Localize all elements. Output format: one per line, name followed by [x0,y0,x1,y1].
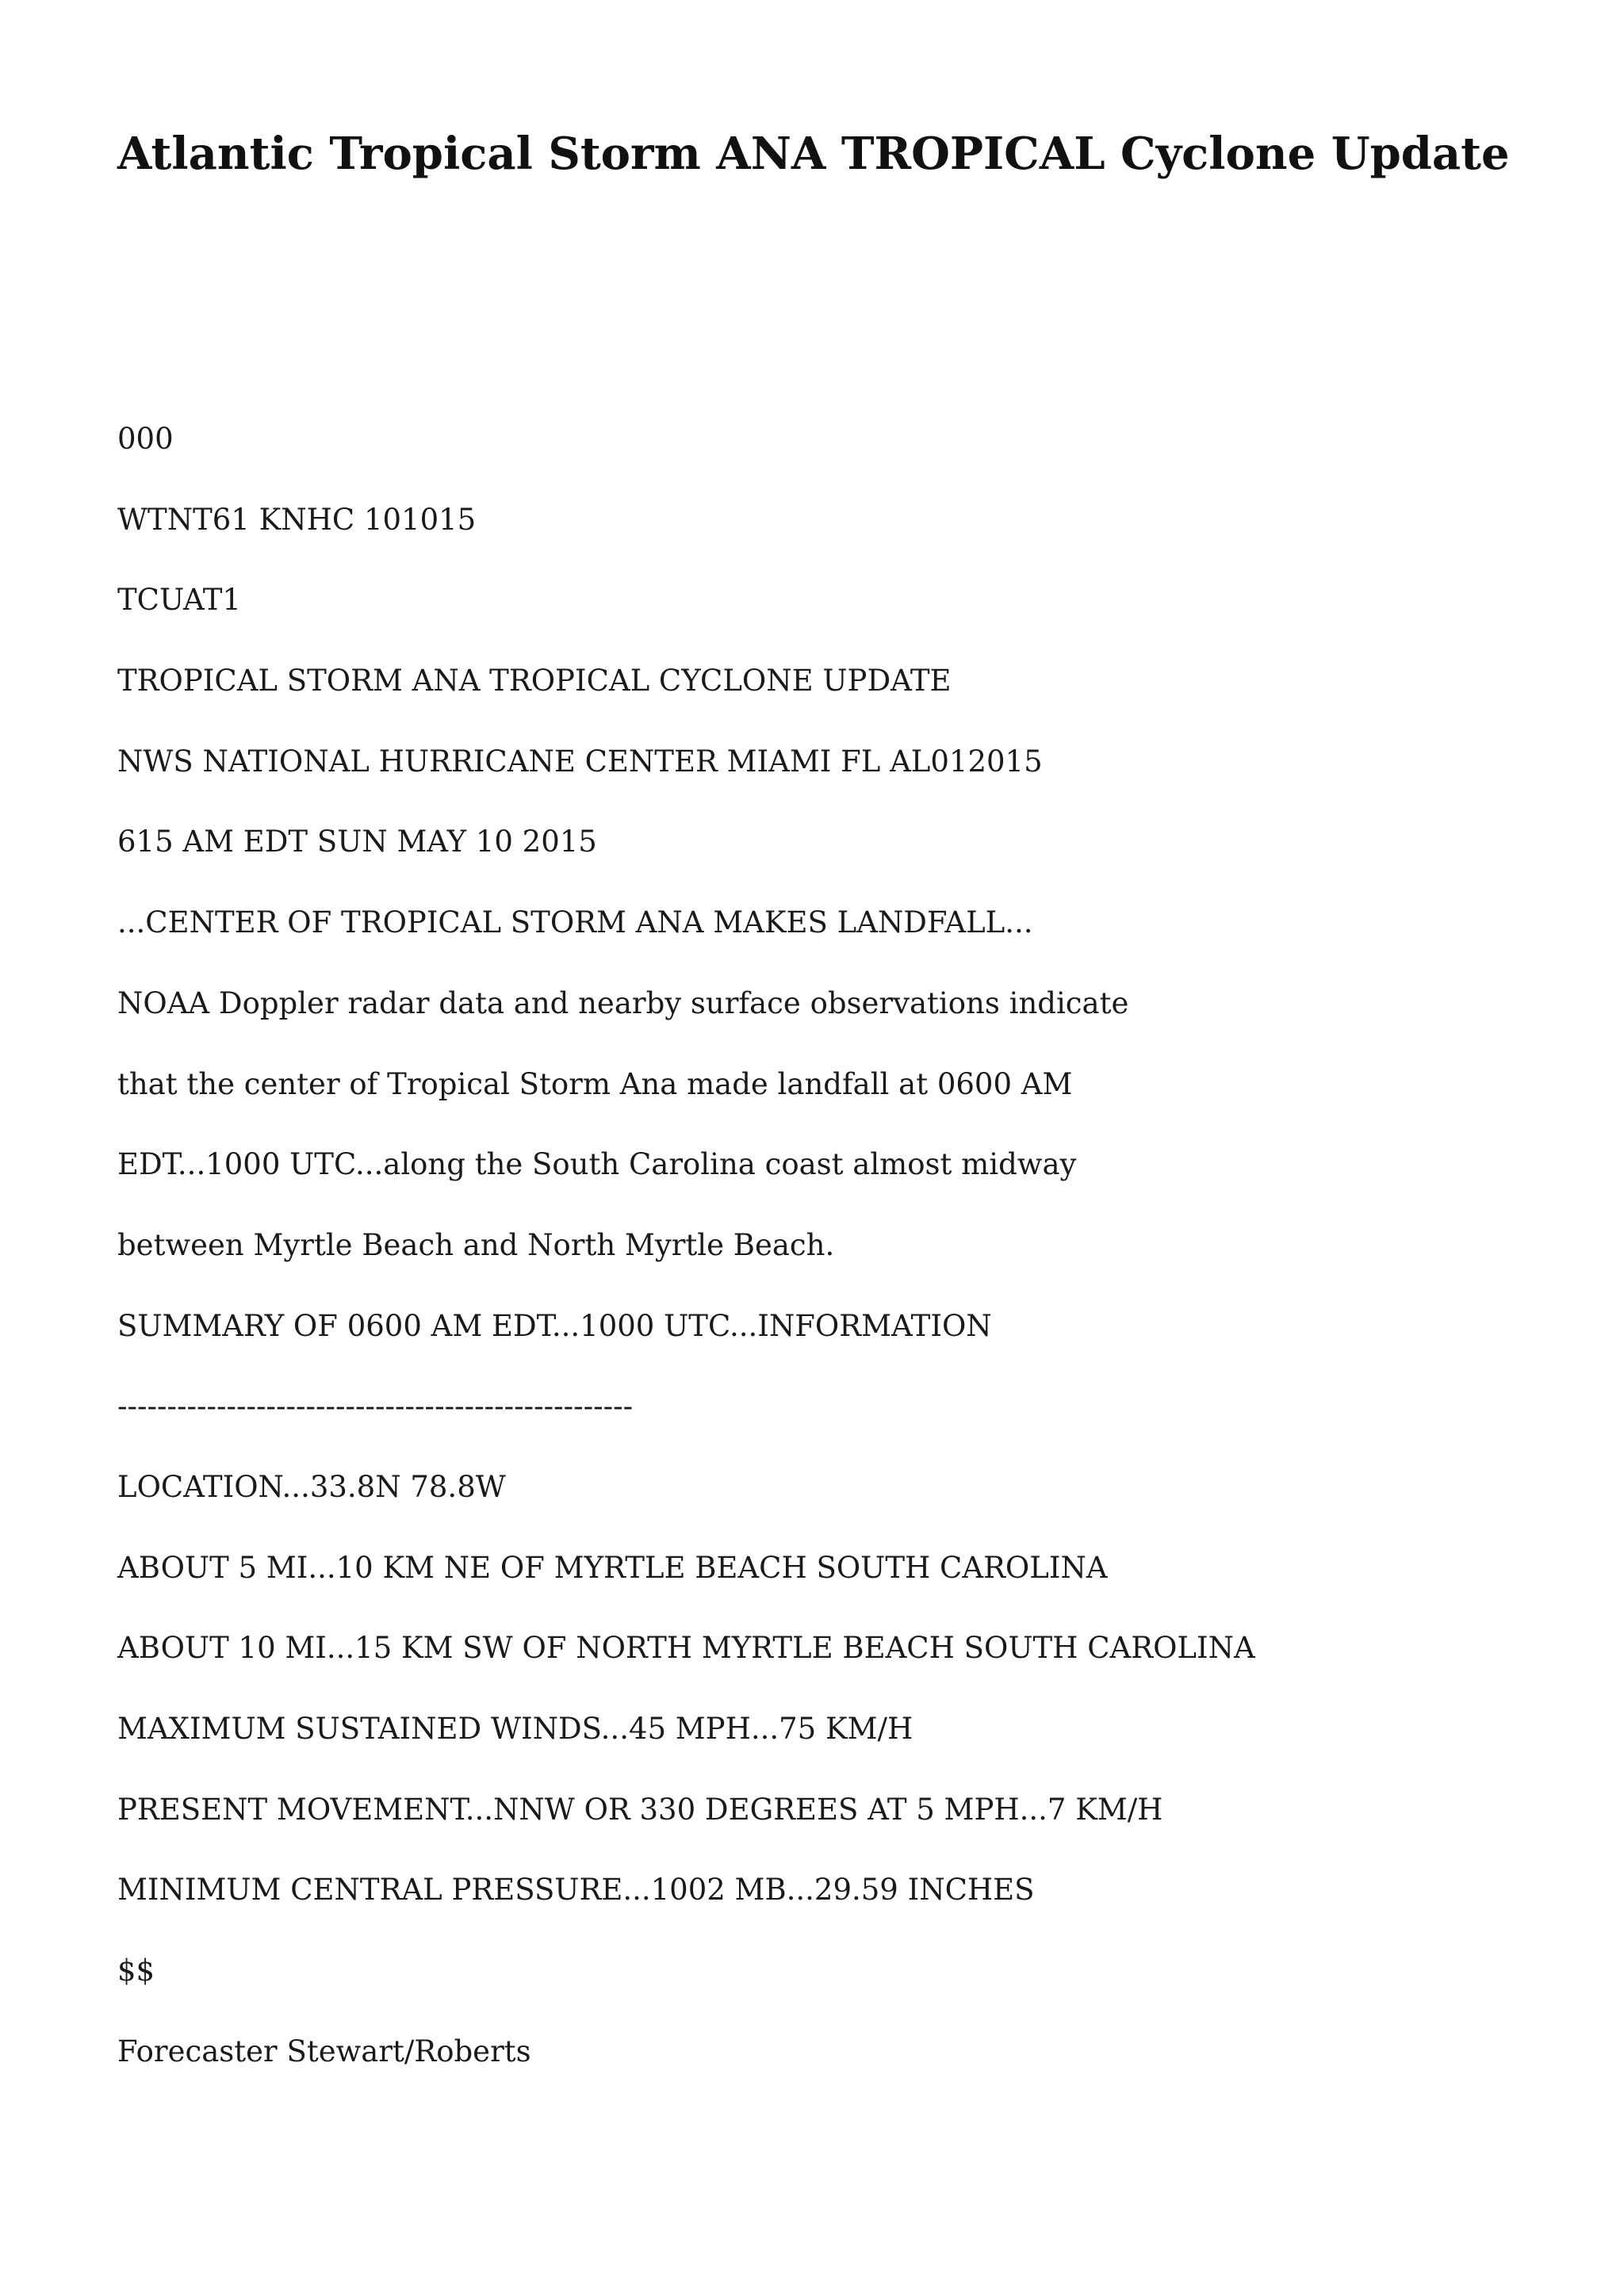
bulletin-line: PRESENT MOVEMENT...NNW OR 330 DEGREES AT 5 MPH...7 KM/H [117,1792,1163,1827]
bulletin-line: EDT...1000 UTC...along the South Carolina coast almost midway [117,1147,1077,1182]
bulletin-line: ABOUT 5 MI...10 KM NE OF MYRTLE BEACH SOUTH CAROLINA [117,1550,1108,1585]
bulletin-line: MINIMUM CENTRAL PRESSURE...1002 MB...29.59 INCHES [117,1873,1035,1908]
bulletin-line: NWS NATIONAL HURRICANE CENTER MIAMI FL AL012015 [117,744,1043,779]
bulletin-line: LOCATION...33.8N 78.8W [117,1469,506,1504]
bulletin-line: 000 [117,422,174,456]
bulletin-line: MAXIMUM SUSTAINED WINDS...45 MPH...75 KM/H [117,1712,914,1746]
bulletin-line: that the center of Tropical Storm Ana made landfall at 0600 AM [117,1066,1073,1101]
bulletin-line: ABOUT 10 MI...15 KM SW OF NORTH MYRTLE BEACH SOUTH CAROLINA [117,1631,1255,1666]
bulletin-line: 615 AM EDT SUN MAY 10 2015 [117,825,597,859]
bulletin-line: $$ [117,1954,155,1988]
bulletin-line: TROPICAL STORM ANA TROPICAL CYCLONE UPDATE [117,664,952,698]
separator-line: ---------------------------------------------------- [117,1389,634,1424]
forecaster-line: Forecaster Stewart/Roberts [117,2034,531,2068]
bulletin-line: between Myrtle Beach and North Myrtle Beach. [117,1227,835,1262]
bulletin-line: TCUAT1 [117,583,241,618]
bulletin-line: WTNT61 KNHC 101015 [117,502,477,537]
bulletin-line: ...CENTER OF TROPICAL STORM ANA MAKES LANDFALL... [117,905,1033,940]
page-title: Atlantic Tropical Storm ANA TROPICAL Cyclone Update [117,128,1510,180]
bulletin-line: NOAA Doppler radar data and nearby surface observations indicate [117,985,1129,1020]
bulletin-line: SUMMARY OF 0600 AM EDT...1000 UTC...INFORMATION [117,1308,992,1343]
bulletin-text [117,418,1255,2110]
